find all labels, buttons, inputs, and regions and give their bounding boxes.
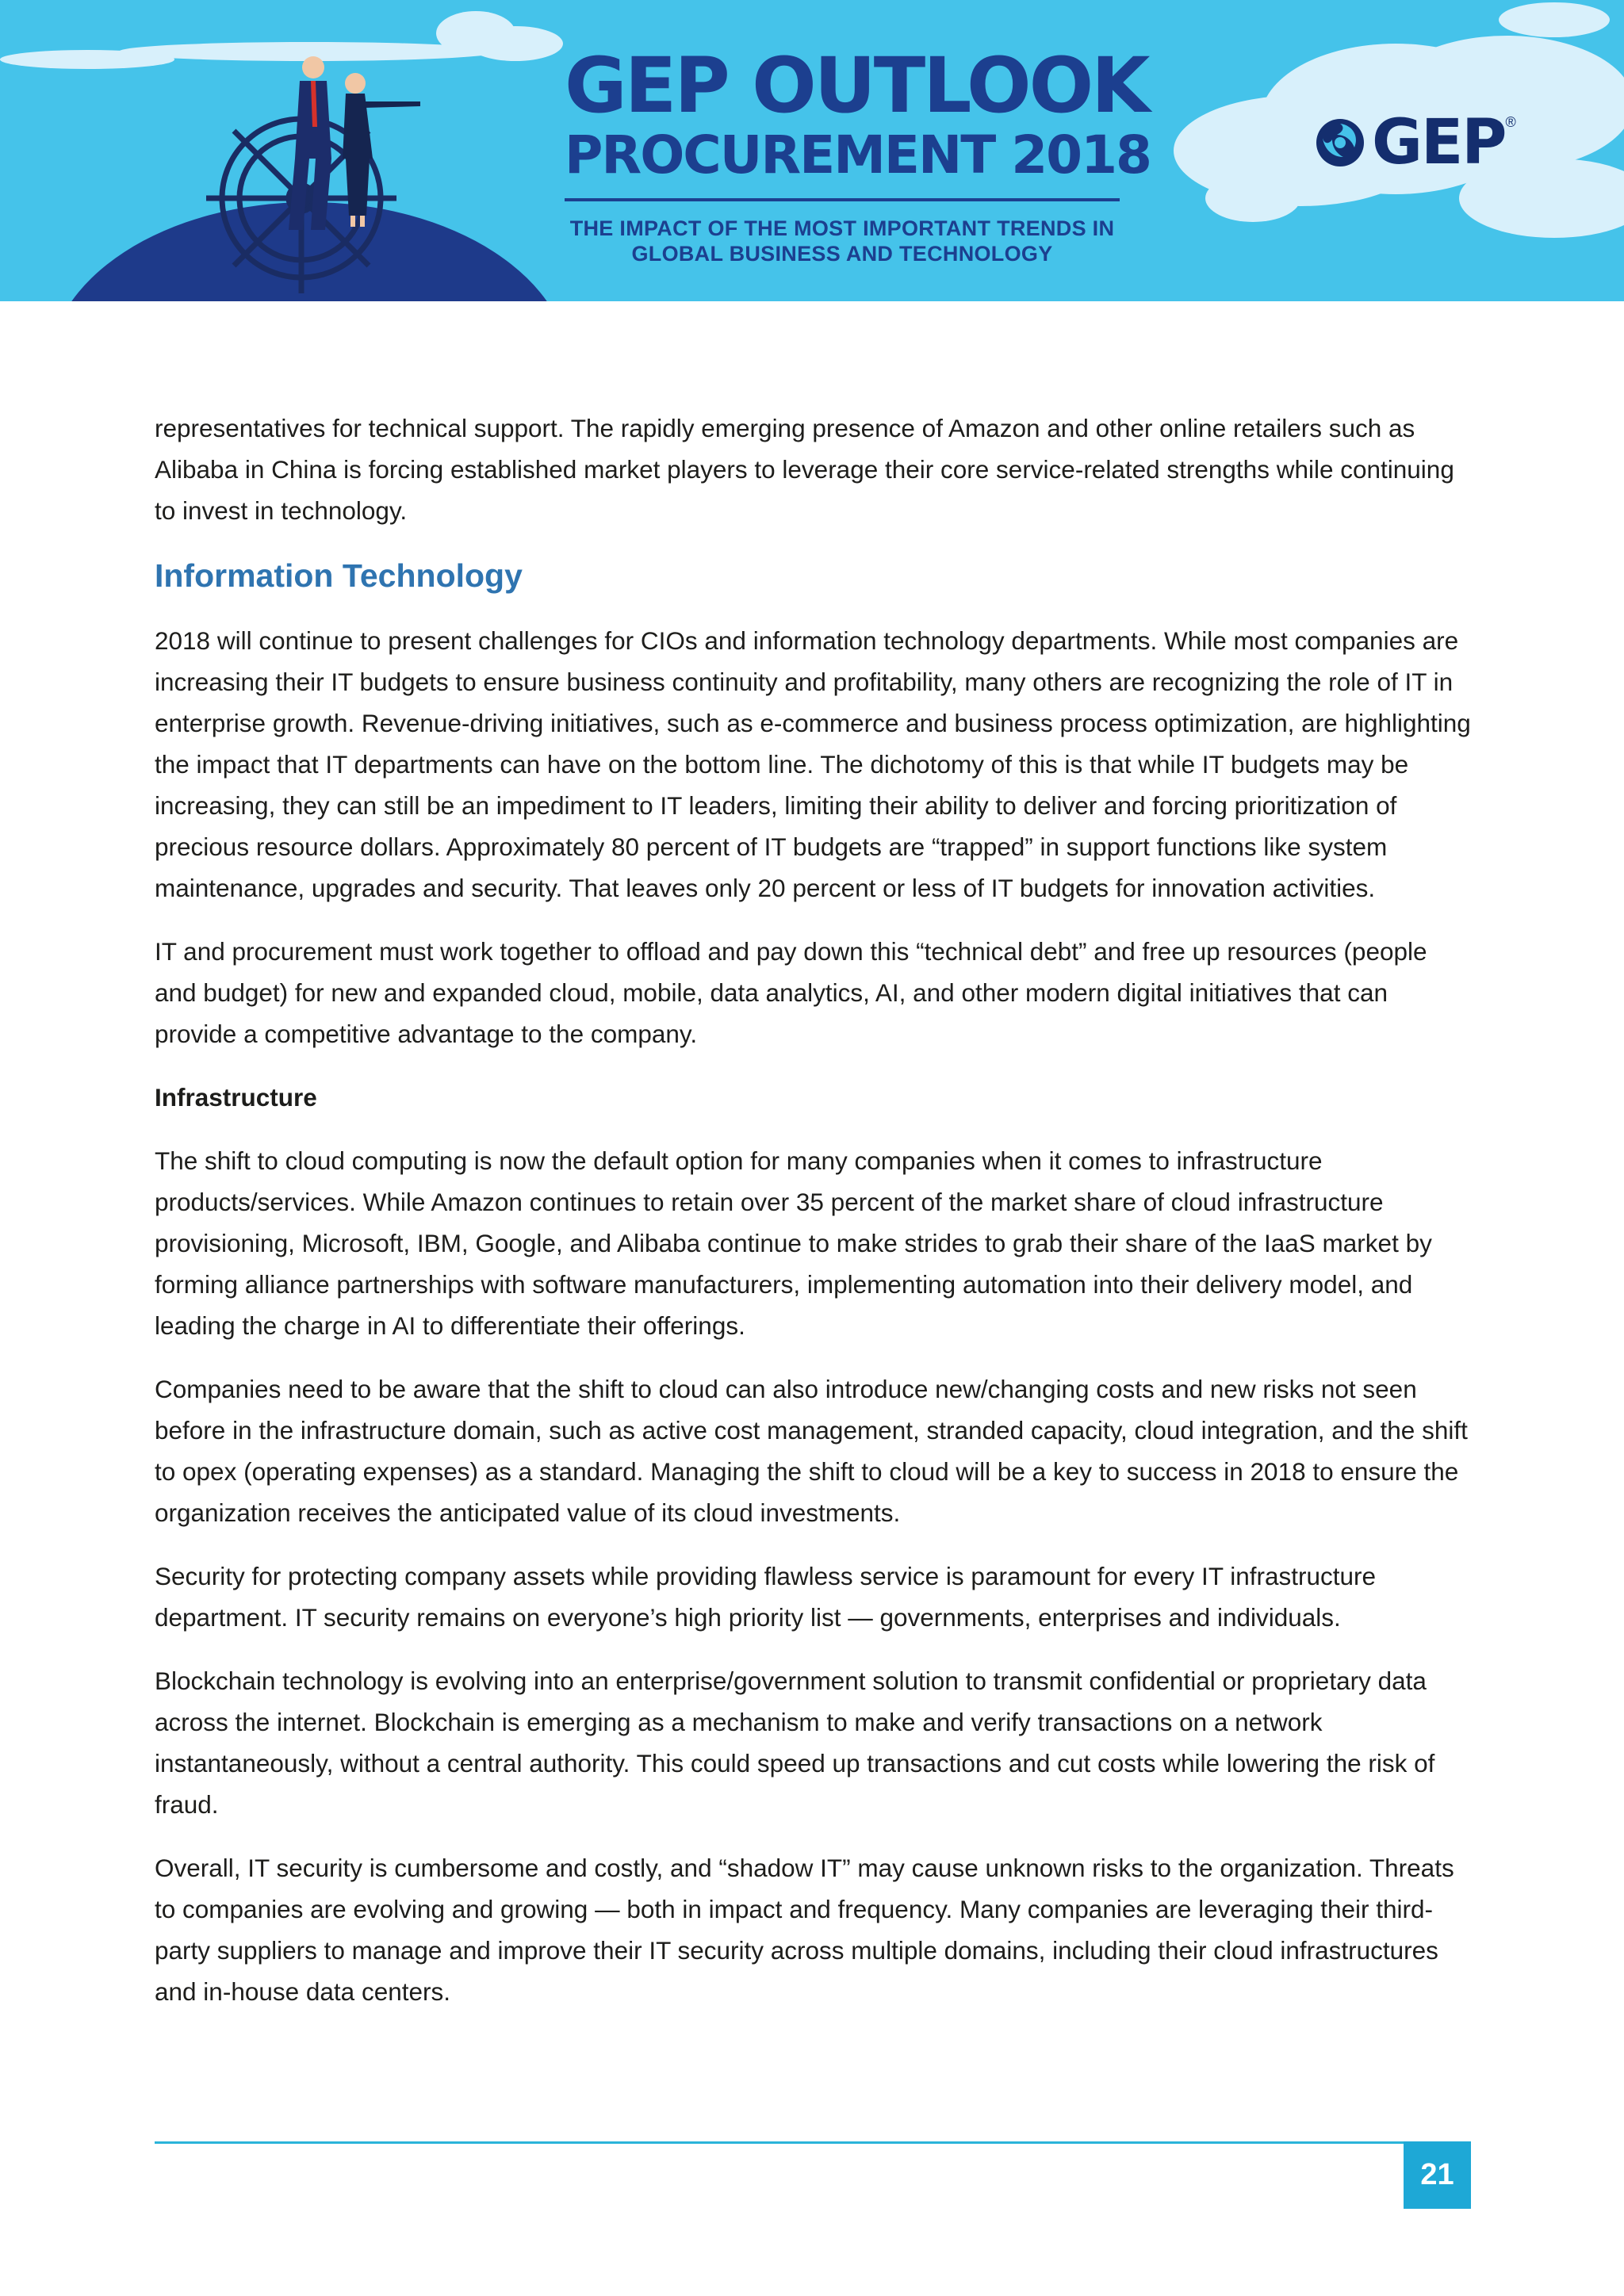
- title-divider: [565, 198, 1120, 201]
- paragraph-7: Overall, IT security is cumbersome and costly, and “shadow IT” may cause unknown risks to the organization. Threats to companies are evolving and growing — both in impact and frequency. Many companies are leveraging their third-party suppliers to manage and improve their IT security across multiple domains, including their cloud infrastructures and in-house data centers.: [155, 1854, 1454, 2006]
- report-subtitle-line-2: GLOBAL BUSINESS AND TECHNOLOGY: [631, 242, 1053, 266]
- paragraph-4: Companies need to be aware that the shift to cloud can also introduce new/changing costs and new risks not seen before in the infrastructure domain, such as active cost management, stranded capacity, cloud integration, and the shift to opex (operating expenses) as a standard. Managing the shift to cloud will be a key to success in 2018 to ensure the organization receives the anticipated value of its cloud investments.: [155, 1375, 1468, 1527]
- report-title: GEP OUTLOOK: [565, 41, 1148, 130]
- article-body: [155, 408, 1471, 2034]
- paragraph-3: The shift to cloud computing is now the default option for many companies when it comes to infrastructure products/services. While Amazon continues to retain over 35 percent of the market share of cloud infrastructure provisioning, Microsoft, IBM, Google, and Alibaba continue to make strides to grab their share of the IaaS market by forming alliance partnerships with software manufacturers, implementing automation into their delivery model, and leading the charge in AI to differentiate their offerings.: [155, 1146, 1432, 1340]
- footer-divider: [155, 2141, 1471, 2144]
- gep-swirl-logo-icon: [1315, 117, 1365, 168]
- logo-wordmark: GEP: [1372, 107, 1506, 178]
- subheading: Infrastructure: [155, 1083, 317, 1112]
- paragraph-1: 2018 will continue to present challenges for CIOs and information technology departments. While most companies are increasing their IT budgets to ensure business continuity and profitability, many others are recognizing the role of IT in enterprise growth. Revenue-driving initiatives, such as e-commerce and business process optimization, are highlighting the impact that IT departments can have on the bottom line. The dichotomy of this is that while IT budgets may be increasing, they can still be an impediment to IT leaders, limiting their ability to deliver and forcing prioritization of precious resource dollars. Approximately 80 percent of IT budgets are “trapped” in support functions like system maintenance, upgrades and security. That leaves only 20 percent or less of IT budgets for innovation activities.: [155, 626, 1471, 902]
- paragraph-2: IT and procurement must work together to offload and pay down this “technical debt” and free up resources (people and budget) for new and expanded cloud, mobile, data analytics, AI, and other modern digital initiatives that can provide a competitive advantage to the company.: [155, 937, 1427, 1048]
- report-subtitle: [565, 216, 1120, 266]
- paragraph-5: Security for protecting company assets while providing flawless service is paramount for every IT infrastructure department. IT security remains on everyone’s high priority list — governments, enterprises and individuals.: [155, 1562, 1377, 1632]
- page-number: 21: [1404, 2141, 1471, 2209]
- registered-mark: ®: [1505, 114, 1516, 130]
- report-title-year: PROCUREMENT 2018: [565, 124, 1151, 186]
- section-heading: Information Technology: [155, 557, 523, 594]
- globe: [48, 202, 571, 301]
- report-title-block: [565, 41, 1151, 266]
- intro-paragraph: representatives for technical support. The rapidly emerging presence of Amazon and other online retailers such as Alibaba in China is forcing established market players to leverage their core service-related strengths while continuing to invest in technology.: [155, 414, 1454, 525]
- report-subtitle-line-1: THE IMPACT OF THE MOST IMPORTANT TRENDS IN: [569, 216, 1115, 240]
- header-banner: [0, 0, 1624, 301]
- paragraph-6: Blockchain technology is evolving into an enterprise/government solution to transmit confidential or proprietary data across the internet. Blockchain is emerging as a mechanism to make and verify transactions on a network instantaneously, without a central authority. This could speed up transactions and cut costs while lowering the risk of fraud.: [155, 1667, 1435, 1819]
- gep-logo: [1315, 107, 1516, 178]
